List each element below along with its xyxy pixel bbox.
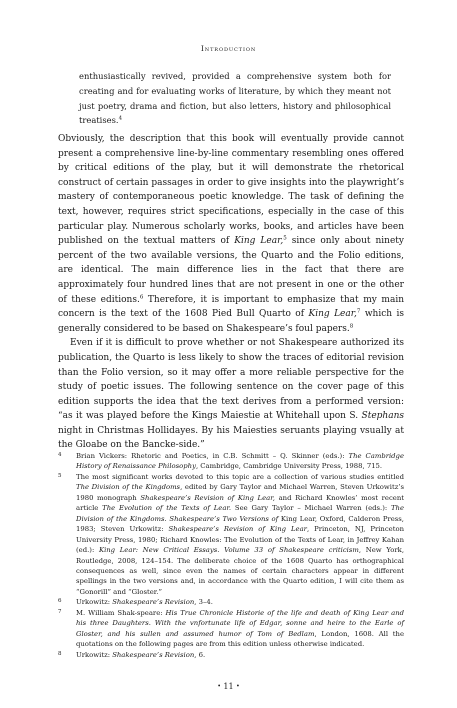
- footnote-text: Urkowitz: Shakespeare’s Revision, 3–4.: [76, 598, 213, 607]
- block-quote-text: enthusiastically revived, provided a comprehensive system both for creating and for evaluating works of literature, by which they meant not just poetry, drama and fiction, but also letters, history and philosophical treatises.: [79, 71, 391, 126]
- footnote-number: 7: [58, 608, 62, 615]
- footnote: [58, 451, 404, 472]
- folio-ornament-right: •: [236, 683, 240, 690]
- paragraph-text: Therefore, it is important to emphasize that my main concern is the text of the 1608 Pied Bull Quarto of: [58, 294, 405, 320]
- footnote: [58, 597, 404, 607]
- footnote-number: 5: [58, 472, 62, 479]
- footnote-ref-7[interactable]: 7: [356, 308, 361, 315]
- footnote-number: 6: [58, 598, 62, 605]
- footnote-text: The most significant works devoted to this topic are a collection of various studies entitled The Division of the Kingdoms, edited by Gary Taylor and Michael Warren, Steven Urkowitz’s 1980 monograph Shakespeare’s Revision of King Lear, and Richard Knowles’ most recent article The Evolution of the Texts of Lear. See Gary Taylor – Michael Warren (eds.): The Division of the Kingdoms. Shakespeare’s Two Versions of King Lear, Oxford, Calderon Press, 1983; Steven Urkowitz: Shakespeare’s Revision of King Lear, Princeton, NJ, Princeton University Press, 1980; Richard Knowles: The Evolution of the Texts of Lear, in Jeffrey Kahan (ed.): King Lear: New Critical Essays. Volume 33 of Shakespeare criticism, New York, Routledge, 2008, 124–154. The deliberate choice of the 1608 Quarto has orthographical consequences as well, since even the names of certain characters appear in different spellings in the two versions and, in accordance with the Quarto edition, I will cite them as “Gonorill” and “Gloster.”: [76, 472, 405, 596]
- paragraph: [58, 336, 404, 453]
- paragraph-text: which is generally considered to be based on Shakespeare’s foul papers.: [58, 309, 404, 334]
- footnote-number: 4: [58, 452, 62, 458]
- footnote-ref-6[interactable]: 6: [139, 294, 144, 301]
- footnote-text: M. William Shak-speare: His True Chronicle Historie of the life and death of King Lear and his three Daughters. With the vnfortunate life of Edgar, sonne and heire to the Earle of Gloster, and his sullen and assumed humor of Tom of Bedlam, London, 1608. All the quotations on the following pages are from this edition unless otherwise indicated.: [76, 608, 405, 649]
- paragraph-italic-title: King Lear,: [308, 309, 357, 320]
- running-head: Introduction: [200, 44, 257, 53]
- block-quote: [79, 69, 391, 128]
- footnote-text: Brian Vickers: Rhetoric and Poetics, in C.B. Schmitt – Q. Skinner (eds.): The Cambridge History of Renaissance Philosophy, Cambridge, Cambridge University Press, 1988, 715.: [76, 452, 404, 471]
- footnote-ref-4[interactable]: 4: [118, 115, 123, 122]
- paragraph-text: Obviously, the description that this book will eventually provide cannot present a comprehensive line-by-line commentary resembling ones offered by critical editions of the play, but it will demonstrate the rhetorical construct of certain passages in order to give insights into the playwright’s mastery of contemporaneous poetic knowledge. The task of defining the text, however, requires strict specifications, especially in the case of this particular play. Numerous scholarly works, books, and articles have been published on the textual matters of: [58, 134, 404, 247]
- paragraph-text: night in Christmas Hollidayes. By his Maiesties seruants playing vsually at the Gloabe on the Bancke-side.”: [58, 425, 404, 451]
- paragraph-italic-title: King Lear,: [234, 236, 284, 247]
- footnote: [58, 608, 404, 650]
- footnote-number: 8: [58, 650, 62, 657]
- paragraph: [58, 132, 404, 336]
- paragraph-text: since only about ninety percent of the two available versions, the Quarto and the Folio editions, are identical. The main difference lies in the fact that there are approximately four hundred lines that are not present in one or the other of these editions.: [58, 236, 404, 305]
- body-text: [58, 132, 404, 453]
- paragraph-text: Even if it is difficult to prove whether or not Shakespeare authorized its publication, the Quarto is less likely to show the traces of editorial revision than the Folio version, so it may offer a more reliable perspective for the study of poetic issues. The following sentence on the cover page of this edition supports the idea that the text derives from a performed version: “as it was played before the Kings Maiestie at Whitehall upon S.: [58, 338, 404, 422]
- footnote-ref-8[interactable]: 8: [349, 323, 354, 330]
- footnote: [58, 472, 404, 597]
- footnote: [58, 650, 404, 660]
- footnote-text: Urkowitz: Shakespeare’s Revision, 6.: [76, 650, 206, 659]
- paragraph-italic-name: Stephans: [361, 411, 404, 422]
- page-number: 11: [223, 682, 234, 691]
- page-folio: [0, 682, 457, 691]
- footnote-ref-5[interactable]: 5: [283, 235, 287, 242]
- footnotes: [58, 451, 404, 660]
- folio-ornament-left: •: [217, 683, 221, 690]
